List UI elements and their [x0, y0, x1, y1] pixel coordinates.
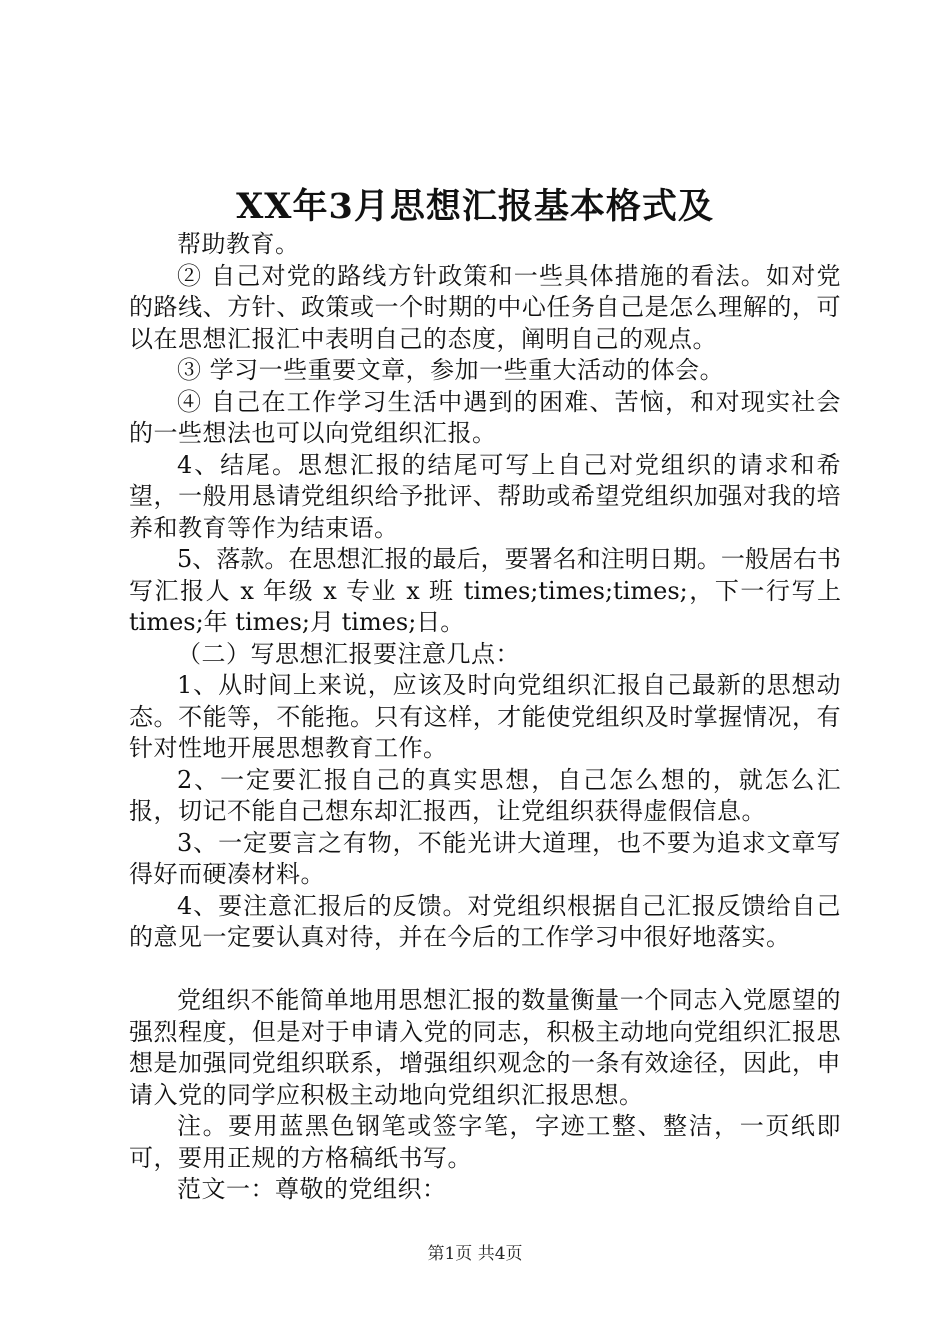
paragraph-point-1-timeliness: 1、从时间上来说，应该及时向党组织汇报自己最新的思想动态。不能等，不能拖。只有这样，才能使党组织及时掌握情况，有针对性地开展思想教育工作。	[129, 671, 841, 762]
document-body	[129, 229, 841, 1206]
paragraph-signature: 5、落款。在思想汇报的最后，要署名和注明日期。一般居右书写汇报人 x 年级 x 专业 x 班 times;times;times;，下一行写上 times;年 times;月 times;日。	[129, 545, 841, 636]
paragraph-point-4-feedback: 4、要注意汇报后的反馈。对党组织根据自己汇报反馈给自己的意见一定要认真对待，并在今后的工作学习中很好地落实。	[129, 891, 841, 951]
paragraph-item-3-study-experience: ③ 学习一些重要文章，参加一些重大活动的体会。	[177, 356, 725, 384]
paragraph-sample-salutation: 范文一：尊敬的党组织：	[177, 1175, 447, 1203]
paragraph-help-education: 帮助教育。	[177, 230, 300, 258]
paragraph-item-4-difficulties: ④ 自己在工作学习生活中遇到的困难、苦恼，和对现实社会的一些想法也可以向党组织汇报。	[129, 387, 841, 447]
paragraph-party-organization: 党组织不能简单地用思想汇报的数量衡量一个同志入党愿望的强烈程度，但是对于申请入党的同志，积极主动地向党组织汇报思想是加强同党组织联系，增强组织观念的一条有效途径，因此，申请入党的同学应积极主动地向党组织汇报思想。	[129, 986, 841, 1109]
paragraph-item-2-policy-views: ② 自己对党的路线方针政策和一些具体措施的看法。如对党的路线、方针、政策或一个时期的中心任务自己是怎么理解的，可以在思想汇报汇中表明自己的态度，阐明自己的观点。	[129, 261, 841, 353]
paragraph-ending: 4、结尾。思想汇报的结尾可写上自己对党组织的请求和希望，一般用恳请党组织给予批评、帮助或希望党组织加强对我的培养和教育等作为结束语。	[129, 450, 841, 542]
paragraph-note: 注。要用蓝黑色钢笔或签字笔，字迹工整、整洁，一页纸即可，要用正规的方格稿纸书写。	[129, 1112, 841, 1172]
document-title: XX年3月思想汇报基本格式及	[236, 186, 714, 227]
paragraph-section-2-heading: （二）写思想汇报要注意几点：	[177, 639, 520, 668]
paragraph-point-2-honesty: 2、一定要汇报自己的真实思想，自己怎么想的，就怎么汇报，切记不能自己想东却汇报西，让党组织获得虚假信息。	[129, 765, 841, 825]
page-number: 第1页 共4页	[427, 1244, 523, 1264]
paragraph-point-3-substance: 3、一定要言之有物，不能光讲大道理，也不要为追求文章写得好而硬凑材料。	[129, 828, 841, 888]
